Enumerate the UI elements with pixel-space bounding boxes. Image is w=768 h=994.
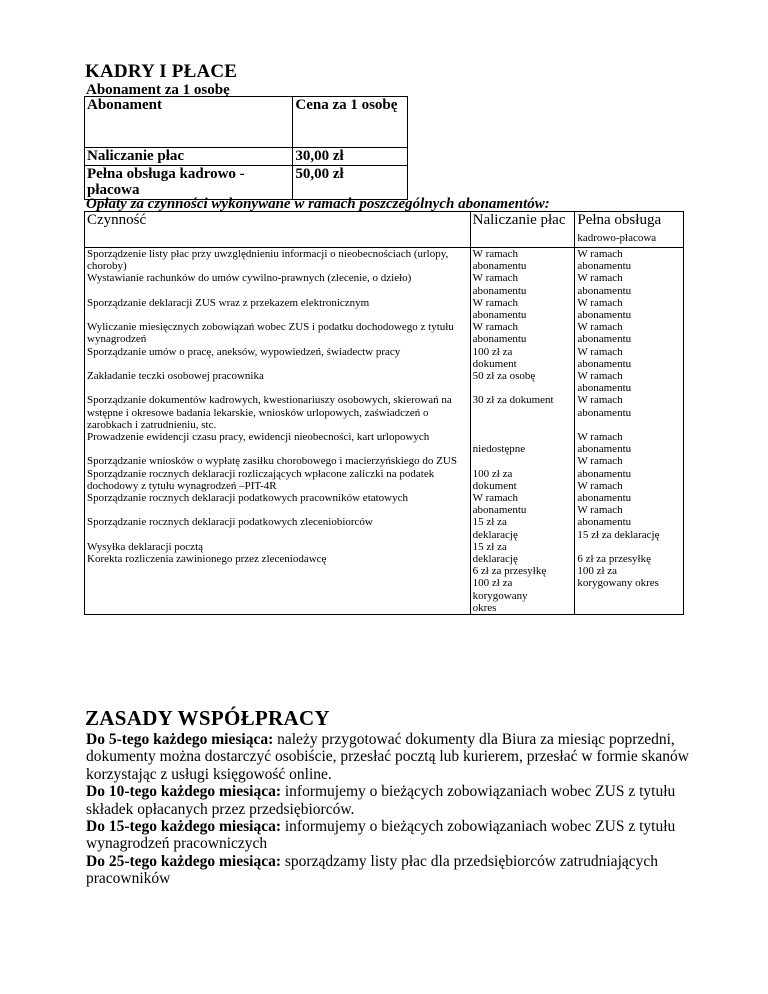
rule-item	[86, 731, 726, 783]
rule-label: Do 10-tego każdego miesiąca:	[86, 783, 281, 801]
price-table	[84, 96, 408, 200]
rule-text: informujemy o bieżących zobowiązaniach wobec ZUS z tytułu wynagrodzeń pracowniczych	[86, 818, 676, 853]
price-header-price: Cena za 1 osobę	[293, 97, 408, 148]
price-header-subscription: Abonament	[85, 97, 293, 148]
fees-table-header	[85, 212, 684, 248]
fees-payroll-prices: W ramach abonamentu W ramach abonamentu W ramach abonamentu W ramach abonamentu 100 zł za dokument 50 zł za osobę 30 zł za dokument niedostępne 100 zł za dokument W ramach abonamentu 15 zł za deklarację 15 zł za deklarację 6 zł za przesyłkę 100 zł za korygowany okres	[470, 248, 575, 615]
page-title: KADRY I PŁACE	[85, 61, 238, 82]
rules-list	[86, 731, 726, 888]
price-row-name: Naliczanie płac	[85, 148, 293, 166]
rule-text: sporządzamy listy płac dla przedsiębiorców zatrudniających pracowników	[86, 852, 659, 888]
price-table-header	[85, 97, 408, 148]
fees-full-prices: W ramach abonamentu W ramach abonamentu W ramach abonamentu W ramach abonamentu W ramach abonamentu W ramach abonamentu W ramach abonamentu W ramach abonamentu W ramach abonamentu W ramach abonamentu W ramach abonamentu 15 zł za deklarację 6 zł za przesyłkę 100 zł za korygowany okres	[575, 248, 684, 615]
price-row	[85, 148, 408, 166]
rule-item	[86, 783, 726, 818]
fees-activities: Sporządzenie listy płac przy uwzględnieniu informacji o nieobecnościach (urlopy, choroby) Wystawianie rachunków do umów cywilno-prawnych (zlecenie, o dzieło) Sporządzanie deklaracji ZUS wraz z przekazem elektronicznym Wyliczanie miesięcznych zobowiązań wobec ZUS i podatku dochodowego z tytułu wynagrodzeń Sporządzanie umów o pracę, aneksów, wypowiedzeń, świadectw pracy Zakładanie teczki osobowej pracownika Sporządzanie dokumentów kadrowych, kwestionariuszy osobowych, skierowań na wstępne i okresowe badania lekarskie, wniosków urlopowych, zaświadczeń o zarobkach i zatrudnieniu, stc. Prowadzenie ewidencji czasu pracy, ewidencji nieobecności, kart urlopowych Sporządzanie wniosków o wypłatę zasiłku chorobowego i macierzyńskiego do ZUS Sporządzanie rocznych deklaracji rozliczających wpłacone zaliczki na podatek dochodowy z tytułu wynagrodzeń –PIT-4R Sporządzanie rocznych deklaracji podatkowych pracowników etatowych Sporządzanie rocznych deklaracji podatkowych zleceniobiorców Wysyłka deklaracji pocztą Korekta rozliczenia zawinionego przez zleceniodawcę	[85, 248, 471, 615]
price-row-value: 30,00 zł	[293, 148, 408, 166]
rule-label: Do 25-tego każdego miesiąca:	[86, 852, 281, 870]
price-row-name: Pełna obsługa kadrowo - płacowa	[85, 165, 293, 199]
fees-table-row	[85, 248, 684, 615]
fees-header-full-line2: kadrowo-płacowa	[577, 232, 657, 244]
price-row	[85, 165, 408, 199]
rule-item	[86, 818, 726, 853]
rule-text: informujemy o bieżących zobowiązaniach wobec ZUS z tytułu składek opłacanych przez przedsiębiorców.	[86, 783, 676, 818]
rule-text: należy przygotować dokumenty dla Biura za miesiąc poprzedni, dokumenty można dostarczyć osobiście, przesłać pocztą lub kurierem, przesłać w formie skanów korzystając z usługi księgowość online.	[86, 731, 689, 783]
rule-label: Do 15-tego każdego miesiąca:	[86, 818, 281, 836]
price-row-value: 50,00 zł	[293, 165, 408, 199]
fees-title: Opłaty za czynności wykonywane w ramach poszczególnych abonamentów:	[86, 196, 550, 212]
fees-header-full	[575, 212, 684, 248]
fees-header-full-line1: Pełna obsługa	[577, 212, 662, 228]
fees-header-activity: Czynność	[85, 212, 471, 248]
fees-table	[84, 211, 684, 615]
rule-item	[86, 853, 726, 888]
subscription-label: Abonament za 1 osobę	[86, 82, 230, 98]
rule-label: Do 5-tego każdego miesiąca:	[86, 731, 274, 748]
fees-header-payroll: Naliczanie płac	[470, 212, 575, 248]
rules-heading: ZASADY WSPÓŁPRACY	[85, 706, 330, 730]
